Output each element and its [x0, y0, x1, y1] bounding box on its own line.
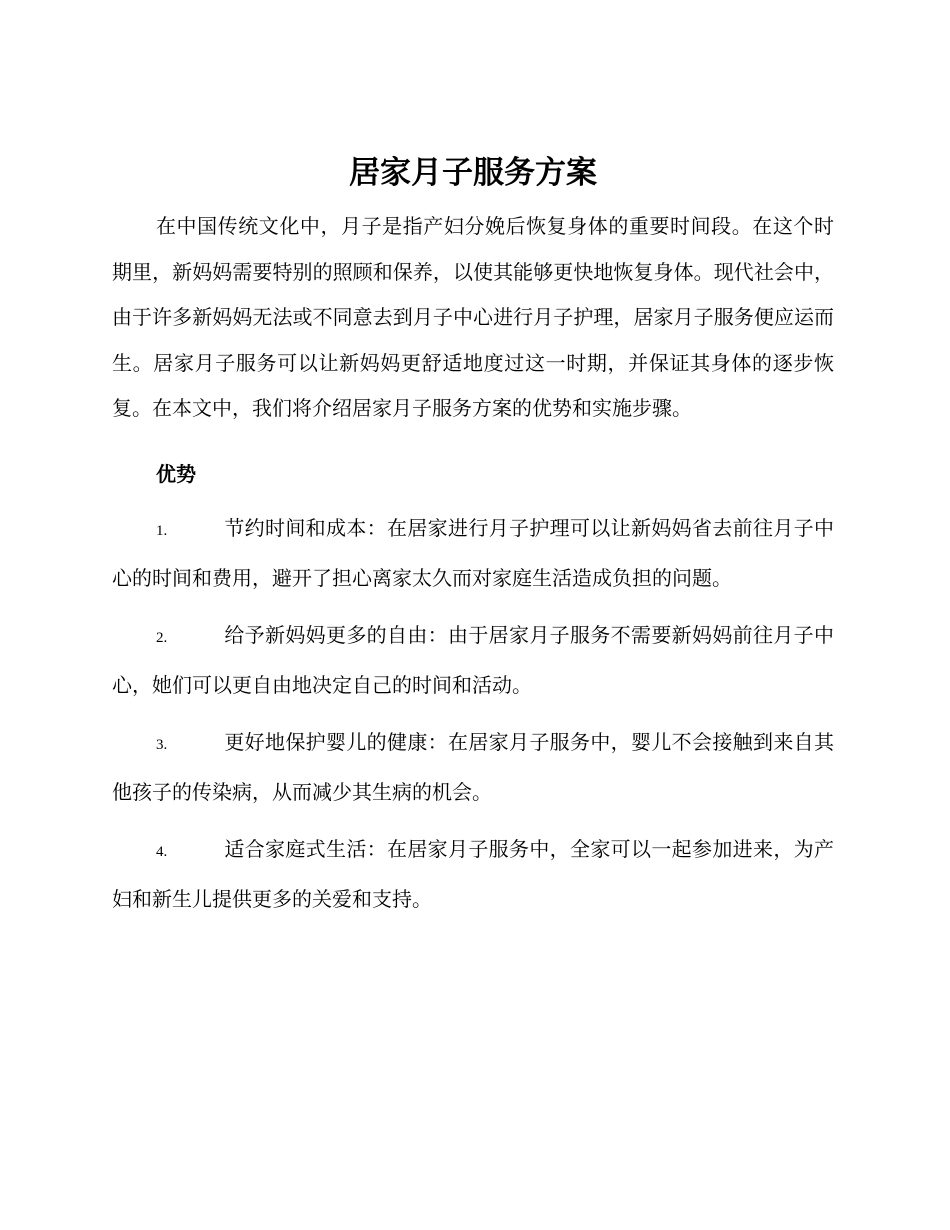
- advantages-list: [112, 505, 834, 923]
- list-item-text: 给予新妈妈更多的自由：由于居家月子服务不需要新妈妈前往月子中心，她们可以更自由地决定自己的时间和活动。: [112, 622, 834, 697]
- list-item: [112, 612, 834, 709]
- list-item-text: 适合家庭式生活：在居家月子服务中，全家可以一起参加进来，为产妇和新生儿提供更多的关爱和支持。: [112, 836, 834, 911]
- list-item-number: 1.: [156, 522, 168, 539]
- list-item: [112, 826, 834, 923]
- list-item: [112, 719, 834, 816]
- list-item-number: 4.: [156, 843, 168, 860]
- document-title: 居家月子服务方案: [349, 155, 597, 191]
- list-item: [112, 505, 834, 602]
- intro-paragraph: 在中国传统文化中，月子是指产妇分娩后恢复身体的重要时间段。在这个时期里，新妈妈需要特别的照顾和保养，以使其能够更快地恢复身体。现代社会中，由于许多新妈妈无法或不同意去到月子中心进行月子护理，居家月子服务便应运而生。居家月子服务可以让新妈妈更舒适地度过这一时期，并保证其身体的逐步恢复。在本文中，我们将介绍居家月子服务方案的优势和实施步骤。: [112, 214, 834, 420]
- section-heading-advantages: 优势: [156, 461, 196, 486]
- list-item-text: 节约时间和成本：在居家进行月子护理可以让新妈妈省去前往月子中心的时间和费用，避开了担心离家太久而对家庭生活造成负担的问题。: [112, 515, 834, 590]
- list-item-number: 3.: [156, 736, 168, 753]
- list-item-number: 2.: [156, 629, 168, 646]
- document-body: [112, 148, 834, 923]
- list-item-text: 更好地保护婴儿的健康：在居家月子服务中，婴儿不会接触到来自其他孩子的传染病，从而减少其生病的机会。: [112, 729, 834, 804]
